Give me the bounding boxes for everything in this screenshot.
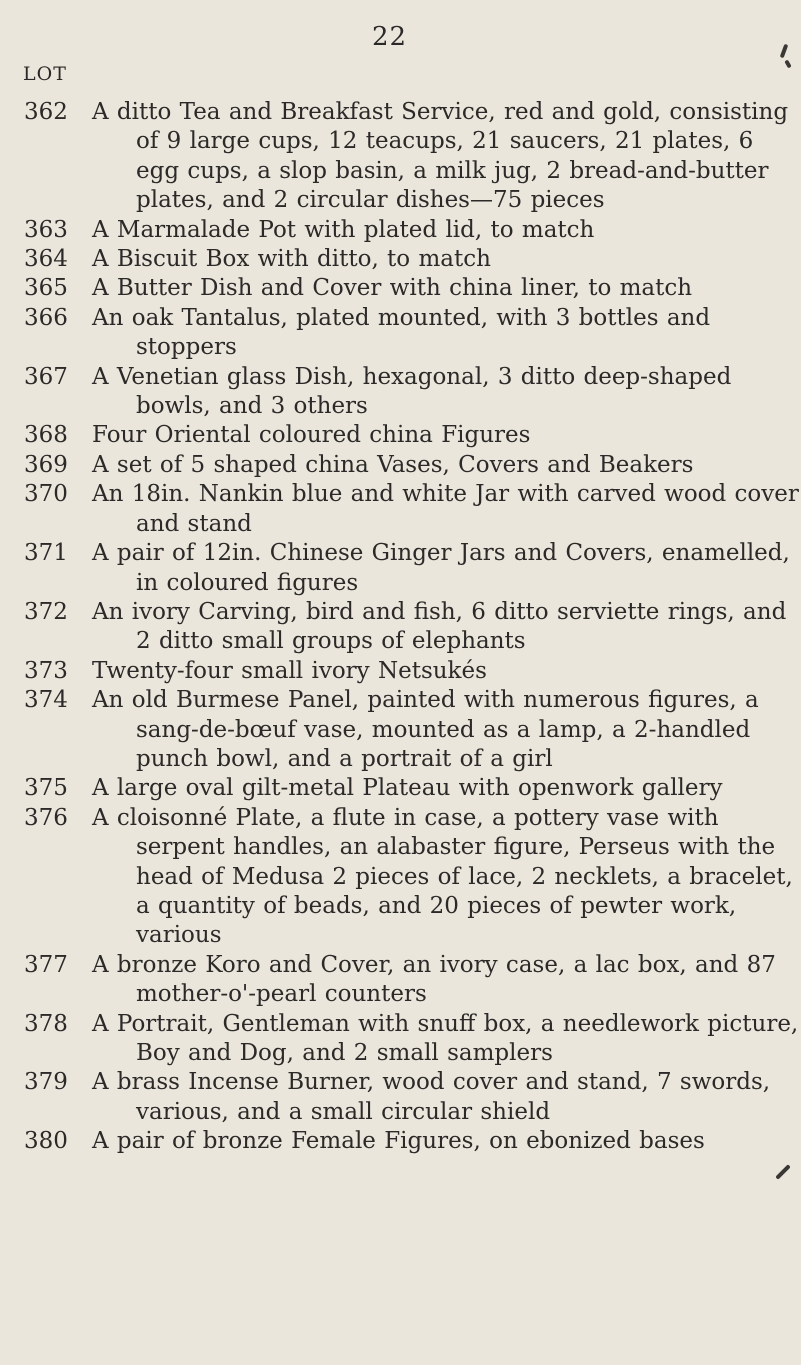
lot-entry (0, 951, 801, 1010)
lot-entry (0, 1068, 801, 1127)
lot-entry (0, 245, 801, 274)
lot-number: 374 (24, 687, 68, 714)
lot-number: 378 (24, 1010, 68, 1037)
lot-number: 371 (24, 540, 68, 567)
lot-entry (0, 304, 801, 363)
lot-number: 365 (24, 275, 68, 302)
lot-entry (0, 774, 801, 803)
lot-column-header: LOT (23, 63, 67, 85)
lot-number: 376 (24, 804, 68, 831)
page-number: 22 (372, 22, 408, 52)
margin-mark (784, 60, 791, 69)
margin-mark (775, 1164, 791, 1180)
lot-entry (0, 598, 801, 657)
lot-number: 372 (24, 598, 68, 625)
margin-mark (780, 44, 789, 59)
lot-entry (0, 363, 801, 422)
lot-entry (0, 216, 801, 245)
lot-description: A cloisonné Plate, a flute in case, a pottery vase with serpent handles, an alabaster figure, Perseus with the head of Medusa 2 pieces of lace, 2 necklets, a bracelet, a quantity of beads, and 20 pieces of pewter work, various (92, 804, 793, 949)
lot-description: A set of 5 shaped china Vases, Covers and Beakers (92, 451, 694, 478)
lot-description: A pair of bronze Female Figures, on ebonized bases (92, 1128, 705, 1155)
lot-list (0, 98, 801, 1157)
lot-description: An old Burmese Panel, painted with numerous figures, a sang-de-bœuf vase, mounted as a lamp, a 2-handled punch bowl, and a portrait of a girl (92, 687, 759, 772)
lot-description: A ditto Tea and Breakfast Service, red and gold, consisting of 9 large cups, 12 teacups, 21 saucers, 21 plates, 6 egg cups, a slop basin, a milk jug, 2 bread-and-butter plates, and 2 circular dishes—75 pieces (92, 99, 789, 214)
lot-description: A Biscuit Box with ditto, to match (92, 246, 491, 273)
lot-entry (0, 451, 801, 480)
lot-entry (0, 1127, 801, 1156)
lot-number: 379 (24, 1069, 68, 1096)
lot-description: A bronze Koro and Cover, an ivory case, a lac box, and 87 mother-o'-pearl counters (92, 951, 776, 1008)
lot-number: 366 (24, 304, 68, 331)
lot-number: 364 (24, 246, 68, 273)
lot-description: A Marmalade Pot with plated lid, to match (92, 216, 595, 243)
lot-description: A pair of 12in. Chinese Ginger Jars and Covers, enamelled, in coloured figures (92, 540, 790, 596)
lot-description: A brass Incense Burner, wood cover and stand, 7 swords, various, and a small circular shield (92, 1069, 771, 1125)
lot-description: A Butter Dish and Cover with china liner, to match (92, 275, 693, 302)
lot-description: Four Oriental coloured china Figures (92, 422, 531, 449)
lot-entry (0, 98, 801, 216)
lot-number: 368 (24, 422, 68, 449)
lot-number: 375 (24, 775, 68, 802)
lot-number: 363 (24, 216, 68, 243)
lot-description: Twenty-four small ivory Netsukés (92, 657, 487, 684)
lot-entry (0, 480, 801, 539)
lot-entry (0, 421, 801, 450)
lot-entry (0, 686, 801, 774)
lot-number: 369 (24, 451, 68, 478)
lot-number: 367 (24, 363, 68, 390)
lot-number: 373 (24, 657, 68, 684)
lot-number: 377 (24, 951, 68, 978)
lot-number: 380 (24, 1128, 68, 1155)
lot-description: A large oval gilt-metal Plateau with openwork gallery (92, 775, 723, 802)
lot-entry (0, 539, 801, 598)
lot-description: A Portrait, Gentleman with snuff box, a needlework picture, Boy and Dog, and 2 small samplers (92, 1010, 799, 1066)
lot-entry (0, 804, 801, 951)
lot-description: An oak Tantalus, plated mounted, with 3 bottles and stoppers (92, 304, 711, 361)
lot-number: 362 (24, 99, 68, 125)
lot-number: 370 (24, 481, 68, 508)
lot-entry (0, 657, 801, 686)
lot-entry (0, 274, 801, 303)
lot-description: A Venetian glass Dish, hexagonal, 3 ditto deep-shaped bowls, and 3 others (92, 363, 732, 420)
lot-description: An ivory Carving, bird and fish, 6 ditto serviette rings, and 2 ditto small groups of elephants (92, 598, 787, 655)
lot-description: An 18in. Nankin blue and white Jar with carved wood cover and stand (92, 481, 799, 537)
lot-entry (0, 1010, 801, 1069)
